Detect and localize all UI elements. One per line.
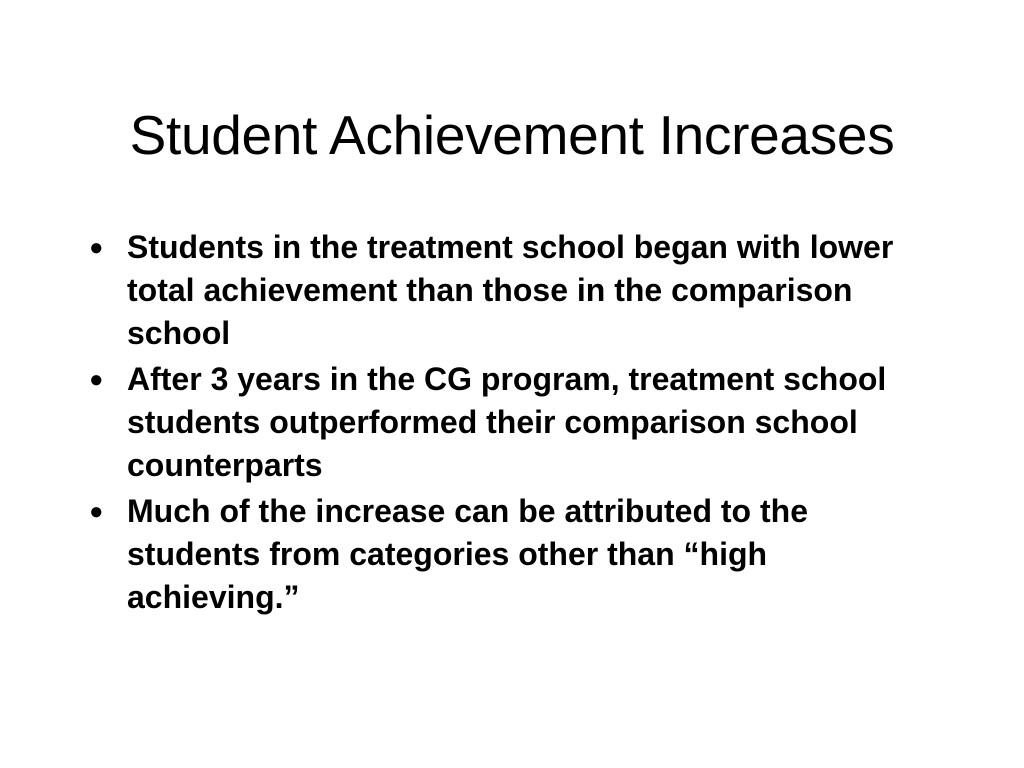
bullet-icon: ● bbox=[89, 234, 104, 261]
bullet-item-1 bbox=[88, 226, 948, 355]
bullet-item-3 bbox=[88, 490, 948, 619]
bullet-text: Much of the increase can be attributed to the students from categories other than “high achieving.” bbox=[127, 493, 808, 615]
bullet-icon: ● bbox=[89, 498, 104, 525]
bullet-list bbox=[88, 226, 948, 622]
bullet-item-2 bbox=[88, 358, 948, 487]
bullet-text: Students in the treatment school began with lower total achievement than those in the comparison school bbox=[127, 229, 894, 351]
bullet-icon: ● bbox=[89, 366, 104, 393]
bullet-text: After 3 years in the CG program, treatment school students outperformed their comparison school counterparts bbox=[127, 361, 887, 483]
slide-title: Student Achievement Increases bbox=[129, 104, 895, 166]
